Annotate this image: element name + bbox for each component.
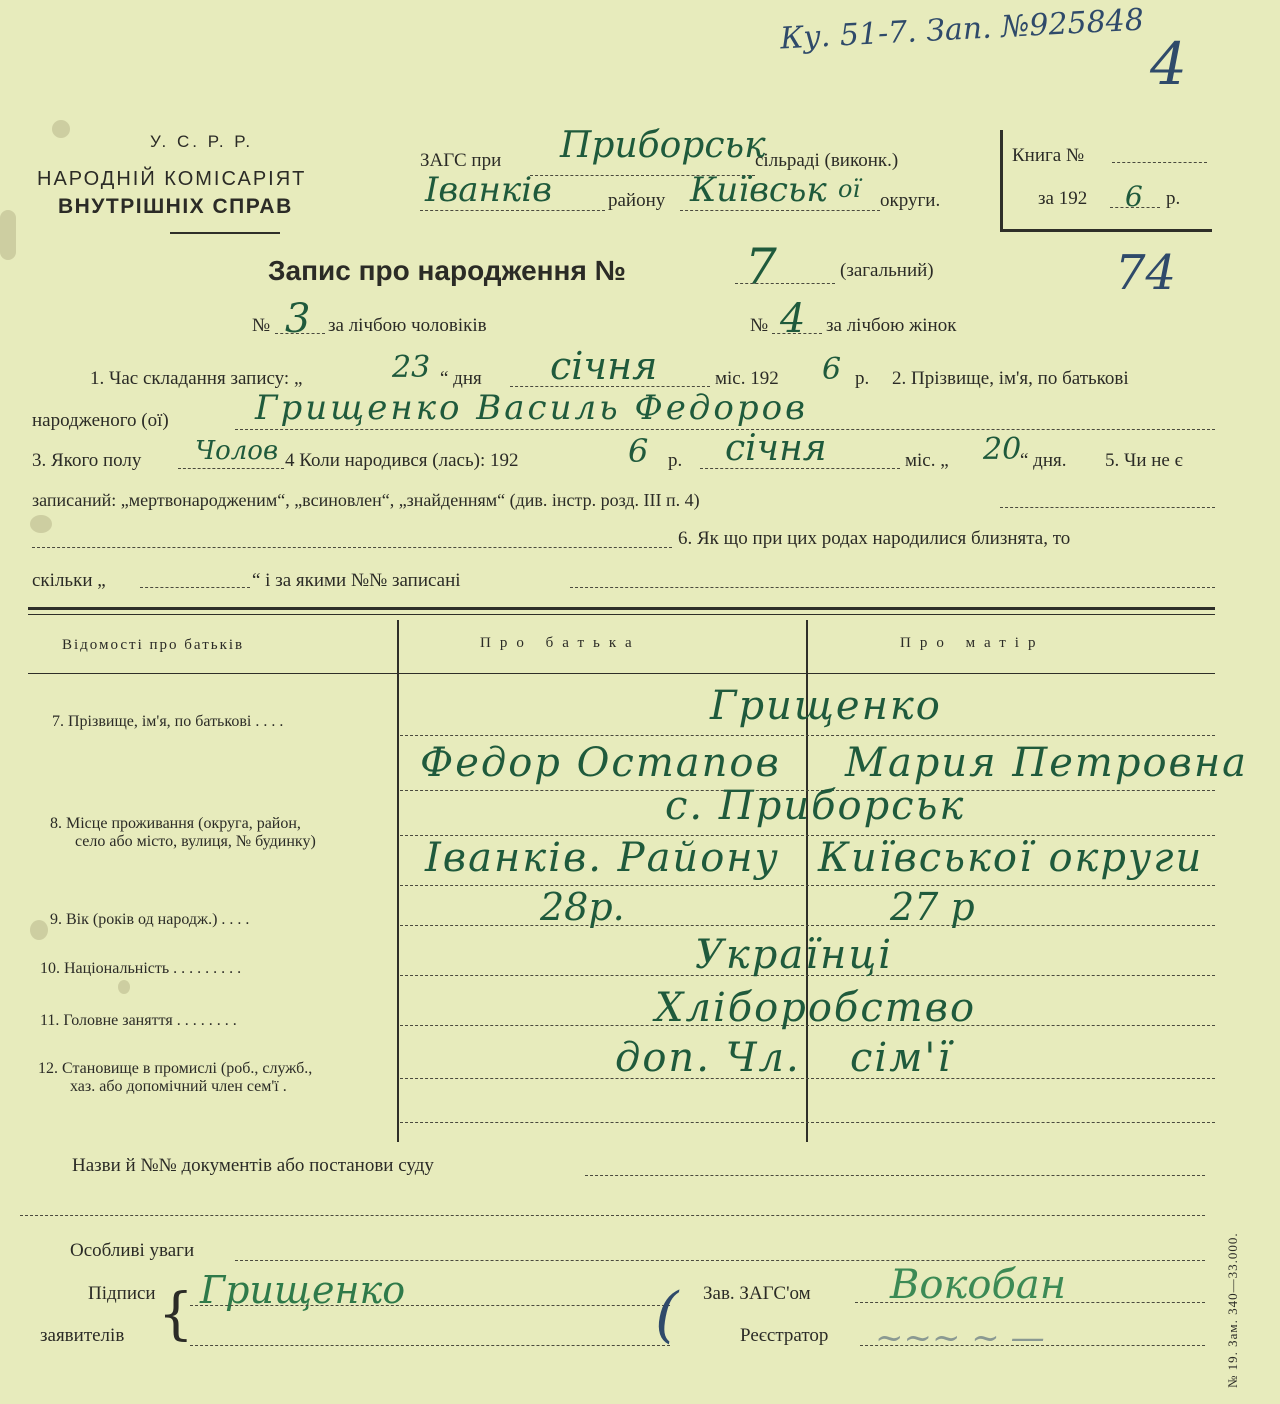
male-line <box>275 333 325 334</box>
birth-year: 6 <box>628 432 649 470</box>
paper-stain <box>0 210 16 260</box>
q2-label-b: народженого (ої) <box>32 410 169 431</box>
q5-line <box>1000 507 1215 508</box>
commissariat-line2: ВНУТРІШНІХ СПРАВ <box>58 195 293 218</box>
applicant-signature-line <box>190 1305 670 1306</box>
side-print: № 19. Зам. 340—33.000. <box>1225 1232 1240 1388</box>
commissariat-line1: НАРОДНІЙ КОМІСАРІЯТ <box>37 168 307 190</box>
paper-stain <box>52 120 70 138</box>
okrug-label: округи. <box>880 190 941 211</box>
district-line <box>420 210 605 211</box>
mother-age: 27 р <box>890 885 975 929</box>
record-general: (загальний) <box>840 260 934 281</box>
row-label-residence-1: 8. Місце проживання (округа, район, <box>50 815 301 832</box>
col-header-father: Про батька <box>480 635 641 651</box>
col-header-parents: Відомості про батьків <box>62 637 245 653</box>
q6-label: 6. Як що при цих родах народилися близнята, то <box>678 528 1071 549</box>
ussr-label: У. С. Р. Р. <box>150 132 254 151</box>
head-signature: Вокобан <box>890 1262 1067 1308</box>
applicants-label: заявителів <box>40 1325 125 1346</box>
row-label-age: 9. Вік (років од народж.) . . . . <box>50 911 250 928</box>
side-number: 74 <box>1115 245 1177 301</box>
year-digit: 6 <box>1125 180 1143 213</box>
female-number: 4 <box>780 296 806 342</box>
mother-position: сім'ї <box>850 1035 953 1081</box>
occupation-value: Хліборобство <box>655 985 977 1031</box>
q6-numbers-line <box>570 587 1215 588</box>
birth-month: січня <box>725 428 827 469</box>
documents-line <box>585 1175 1205 1176</box>
male-number: 3 <box>285 296 311 342</box>
q5-text: записаний: „мертвонародженим“, „всиновлен“, „знайденням“ (див. інстр. розд. III п. 4) <box>32 490 700 510</box>
q3-label: 3. Якого полу <box>32 450 142 471</box>
female-label: за лічбою жінок <box>826 315 957 336</box>
district-value: Іванків <box>425 170 552 210</box>
zags-suffix: сільраді (виконк.) <box>755 150 899 171</box>
father-age: 28р. <box>540 885 625 929</box>
row-label-position-2: хаз. або допомічний член сем'ї . <box>70 1078 287 1095</box>
q1-month-line <box>510 386 710 387</box>
applicant-signature-line-2 <box>190 1345 670 1346</box>
q1-month: січня <box>550 344 658 388</box>
q1-day: 23 <box>392 350 431 385</box>
q6-text-a: скільки „ <box>32 570 106 591</box>
father-name: Федор Остапов <box>420 740 781 786</box>
q5-answer-line <box>32 547 672 548</box>
birth-month-line <box>700 468 900 469</box>
book-line <box>1112 162 1207 163</box>
record-number-line <box>735 283 835 284</box>
row-rule <box>400 1078 1215 1079</box>
applicant-signature: Грищенко <box>200 1268 406 1312</box>
book-box-left <box>1000 130 1003 232</box>
birth-day: 20 <box>983 432 1022 467</box>
table-head-rule <box>28 673 1215 674</box>
q5-label: 5. Чи не є <box>1105 450 1183 471</box>
female-line <box>772 333 822 334</box>
row-rule <box>400 1122 1215 1123</box>
year-suffix: р. <box>1166 188 1181 209</box>
book-box-bottom <box>1000 229 1212 232</box>
registrar-scribble: ~~~ ~ — <box>875 1318 1045 1358</box>
okrug-suffix: ої <box>838 175 861 203</box>
birth-month-label: міс. „ <box>905 450 949 471</box>
birth-year-label: р. <box>668 450 683 471</box>
head-label: Зав. ЗАГС'ом <box>703 1283 811 1304</box>
q6-text-b: “ і за якими №№ записані <box>252 570 461 591</box>
q1-day-label: “ дня <box>440 368 482 389</box>
remarks-line <box>235 1260 1205 1261</box>
male-prefix: № <box>252 315 271 336</box>
paper-stain <box>30 515 52 533</box>
documents-label: Назви й №№ документів або постанови суду <box>72 1155 434 1176</box>
child-name: Грищенко Василь Федоров <box>255 388 808 428</box>
head-signature-line <box>855 1302 1205 1303</box>
birth-day-label: “ дня. <box>1020 450 1067 471</box>
mother-name: Мария Петровна <box>845 740 1249 786</box>
row-label-residence-2: село або місто, вулиця, № будинку) <box>75 833 316 850</box>
zags-prefix: ЗАГС при <box>420 150 502 171</box>
q6-count-line <box>140 587 250 588</box>
table-col-divider-1 <box>397 620 399 1142</box>
father-position: доп. Чл. <box>615 1035 801 1081</box>
q1-year: 6 <box>822 352 842 387</box>
record-number: 7 <box>745 238 777 296</box>
row-rule <box>400 885 1215 886</box>
table-top-rule-2 <box>28 614 1215 615</box>
q1-year-label: р. <box>855 368 870 389</box>
female-prefix: № <box>750 315 769 336</box>
year-prefix: за 192 <box>1038 188 1088 209</box>
paper-stain <box>118 980 130 994</box>
book-label: Книга № <box>1012 145 1085 166</box>
village-value: Приборськ <box>560 125 766 166</box>
bracket-mark: ( <box>655 1280 679 1350</box>
sex-value: Чолов <box>195 436 279 466</box>
mother-place: Київської округи <box>818 835 1204 881</box>
row-label-occupation: 11. Головне заняття . . . . . . . . <box>40 1012 237 1029</box>
paper-stain <box>30 920 48 940</box>
remarks-label: Особливі уваги <box>70 1240 195 1261</box>
father-place: Іванків. Району <box>425 835 780 881</box>
q1-label: 1. Час складання запису: „ <box>90 368 303 389</box>
q2-label: 2. Прізвище, ім'я, по батькові <box>892 368 1129 389</box>
signatures-label: Підписи <box>88 1283 156 1304</box>
row-rule <box>400 735 1215 736</box>
signature-brace: { <box>158 1282 194 1347</box>
header-underline <box>170 232 280 234</box>
row-label-nationality: 10. Національність . . . . . . . . . <box>40 960 242 977</box>
nationality-value: Українці <box>695 932 894 978</box>
row-label-name: 7. Прізвище, ім'я, по батькові . . . . <box>52 713 284 730</box>
record-title: Запис про народження № <box>268 255 626 286</box>
male-label: за лічбою чоловіків <box>328 315 487 336</box>
table-top-rule <box>28 607 1215 610</box>
parents-surname: Грищенко <box>710 683 942 729</box>
documents-line-2 <box>20 1215 1205 1216</box>
row-label-position-1: 12. Становище в промислі (роб., служб., <box>38 1060 313 1077</box>
q4-label: 4 Коли народився (лась): 192 <box>285 450 519 471</box>
corner-number: 4 <box>1150 30 1187 98</box>
year-line <box>1110 207 1160 208</box>
village-name: с. Приборськ <box>665 783 966 829</box>
okrug-value: Київськ <box>690 170 827 210</box>
archive-note: Ку. 51-7. Зап. №925848 <box>779 2 1145 57</box>
sex-line <box>178 468 284 469</box>
col-header-mother: Про матір <box>900 635 1045 651</box>
q1-month-label: міс. 192 <box>715 368 779 389</box>
district-label: району <box>608 190 666 211</box>
row-rule <box>400 925 1215 926</box>
registrar-label: Реєстратор <box>740 1325 829 1346</box>
okrug-line <box>680 210 880 211</box>
